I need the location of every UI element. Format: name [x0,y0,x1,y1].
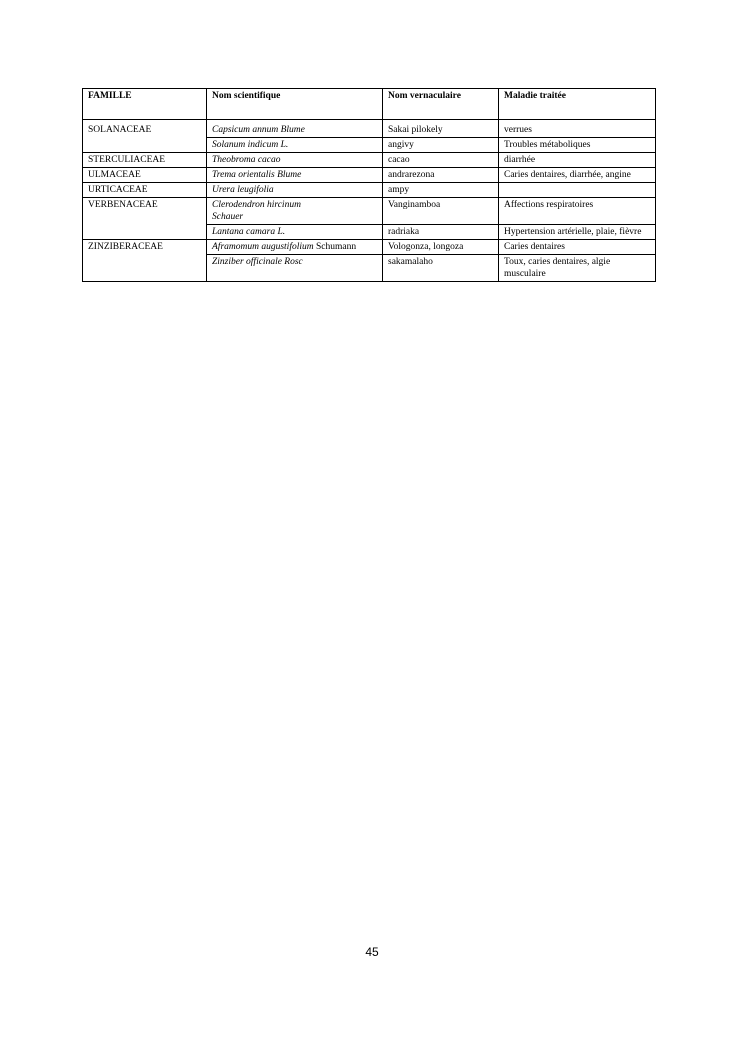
header-vernacular-name: Nom vernaculaire [383,89,499,120]
family-cell: ULMACEAE [83,168,207,183]
table-header-row [83,89,656,120]
scientific-name: Theobroma cacao [212,155,281,165]
table-row [83,183,656,198]
scientific-name-cell [207,138,383,153]
family-cell: ZINZIBERACEAE [83,240,207,282]
scientific-name-cell [207,168,383,183]
scientific-name-cell [207,120,383,138]
family-cell: SOLANACEAE [83,120,207,153]
scientific-name: Aframomum augustifolium [212,242,314,252]
scientific-name: Zinziber officinale Rosc [212,257,303,267]
scientific-name-cell [207,240,383,255]
vernacular-name-cell: andrarezona [383,168,499,183]
scientific-name: Urera leugifolia [212,185,274,195]
vernacular-name-cell: angivy [383,138,499,153]
disease-cell: diarrhée [499,153,656,168]
scientific-name-cell [207,183,383,198]
scientific-name: Solanum indicum L. [212,140,289,150]
vernacular-name-cell: Sakai pilokely [383,120,499,138]
scientific-name-cell [207,153,383,168]
disease-cell: Caries dentaires, diarrhée, angine [499,168,656,183]
table-body [83,120,656,282]
disease-cell: Affections respiratoires [499,198,656,225]
disease-cell: Hypertension artérielle, plaie, fièvre [499,225,656,240]
family-cell: STERCULIACEAE [83,153,207,168]
disease-cell: Caries dentaires [499,240,656,255]
vernacular-name-cell: radriaka [383,225,499,240]
disease-cell [499,183,656,198]
vernacular-name-cell: cacao [383,153,499,168]
page-number: 45 [365,945,379,959]
scientific-name: Capsicum annum Blume [212,125,305,135]
scientific-name-cell [207,225,383,240]
table-row [83,168,656,183]
table-row [83,240,656,255]
scientific-name: Trema orientalis Blume [212,170,302,180]
family-cell: URTICACEAE [83,183,207,198]
vernacular-name-cell: Vologonza, longoza [383,240,499,255]
family-cell: VERBENACEAE [83,198,207,240]
table-row [83,120,656,138]
header-family: FAMILLE [83,89,207,120]
vernacular-name-cell: sakamalaho [383,255,499,282]
header-disease-treated: Maladie traitée [499,89,656,120]
scientific-name-cell [207,255,383,282]
disease-cell: verrues [499,120,656,138]
scientific-name: Clerodendron hircinum Schauer [212,200,301,222]
table-row [83,153,656,168]
vernacular-name-cell: Vanginamboa [383,198,499,225]
scientific-name-cell [207,198,383,225]
header-scientific-name: Nom scientifique [207,89,383,120]
scientific-name: Lantana camara L. [212,227,286,237]
medicinal-plants-table [82,88,656,282]
disease-cell: Troubles métaboliques [499,138,656,153]
vernacular-name-cell: ampy [383,183,499,198]
scientific-author: Schumann [313,242,357,252]
table-row [83,198,656,225]
disease-cell: Toux, caries dentaires, algie musculaire [499,255,656,282]
